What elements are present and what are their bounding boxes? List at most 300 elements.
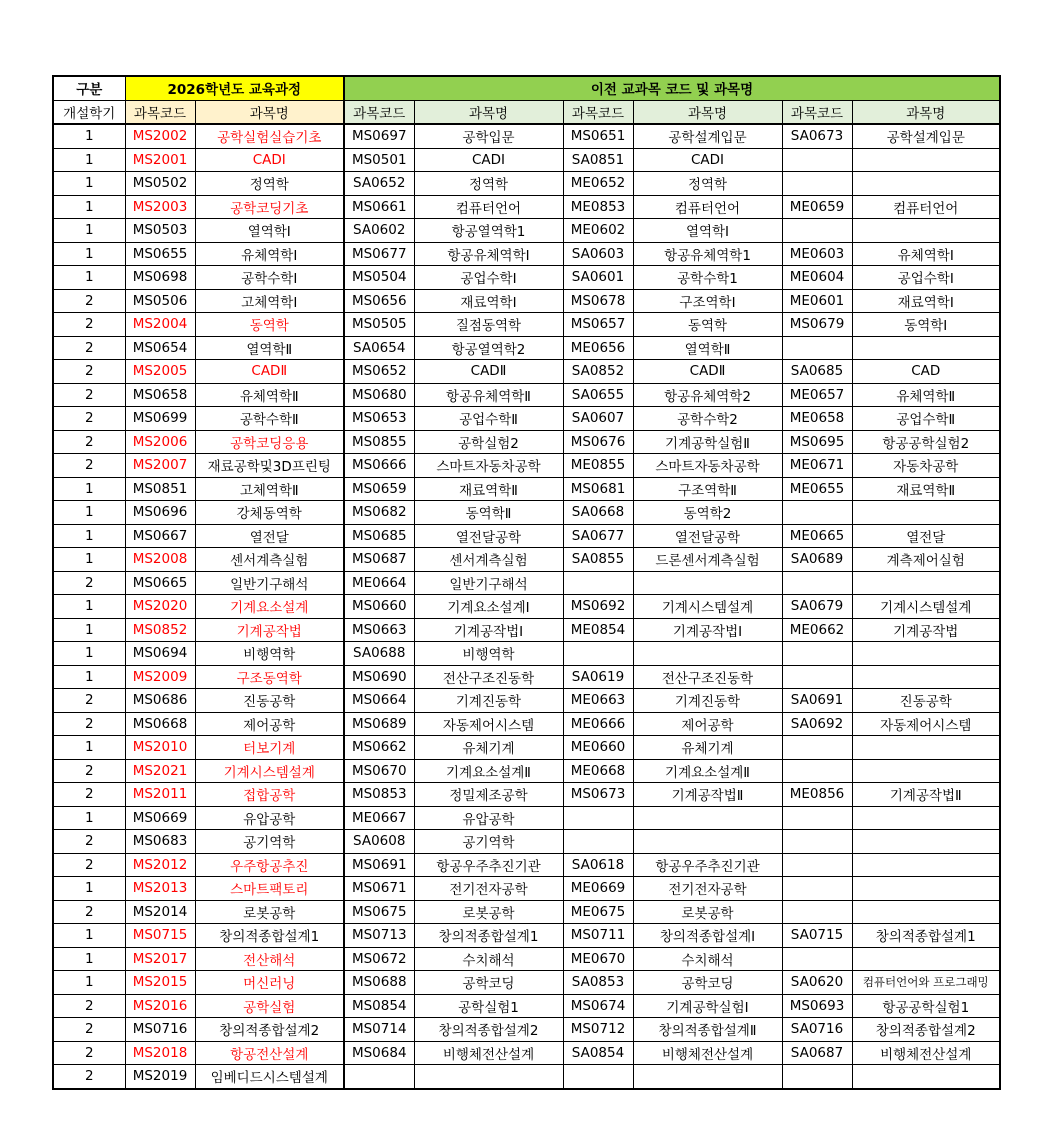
course-name-cell: 고체역학Ⅱ <box>195 477 344 501</box>
prev-code-cell: SA0852 <box>563 360 633 384</box>
prev-code-cell: ME0658 <box>782 407 852 431</box>
course-name-cell: 접합공학 <box>195 783 344 807</box>
prev-code-cell: MS0685 <box>344 524 414 548</box>
course-name-cell: 강체동역학 <box>195 501 344 525</box>
semester-cell: 1 <box>53 548 125 572</box>
prev-name-cell: 컴퓨터언어 <box>414 195 563 219</box>
prev-name-cell: 구조역학Ⅰ <box>633 289 782 313</box>
prev-name-cell <box>633 806 782 830</box>
prev-code-cell: SA0692 <box>782 712 852 736</box>
table-row <box>53 124 1000 148</box>
course-name-cell: 우주항공추진 <box>195 853 344 877</box>
prev-code-cell: SA0716 <box>782 1018 852 1042</box>
prev-name-cell: 기계공작법Ⅱ <box>633 783 782 807</box>
course-name-cell: 스마트팩토리 <box>195 877 344 901</box>
prev-code-cell: MS0670 <box>344 759 414 783</box>
prev-code-cell: MS0664 <box>344 689 414 713</box>
course-code-cell: MS2008 <box>125 548 195 572</box>
prev-name-cell: 공업수학Ⅰ <box>852 266 1000 290</box>
prev-code-cell <box>344 1065 414 1089</box>
prev-code-cell: ME0603 <box>782 242 852 266</box>
prev-code-cell: SA0851 <box>563 148 633 172</box>
prev-code-cell: MS0687 <box>344 548 414 572</box>
course-code-cell: MS2017 <box>125 947 195 971</box>
prev-name-cell <box>633 642 782 666</box>
course-name-cell: 제어공학 <box>195 712 344 736</box>
semester-cell: 2 <box>53 454 125 478</box>
prev-code-cell <box>563 642 633 666</box>
prev-code-cell <box>563 830 633 854</box>
prev-name-cell: CADⅠ <box>414 148 563 172</box>
prev-code-cell: MS0662 <box>344 736 414 760</box>
table-row <box>53 524 1000 548</box>
table-row <box>53 595 1000 619</box>
prev-code-cell: SA0677 <box>563 524 633 548</box>
prev-name-cell: 창의적종합설계1 <box>414 924 563 948</box>
prev-name-cell: 열역학Ⅱ <box>633 336 782 360</box>
prev-code-cell: MS0712 <box>563 1018 633 1042</box>
prev-name-cell <box>852 571 1000 595</box>
prev-name-cell <box>852 501 1000 525</box>
table-row <box>53 924 1000 948</box>
prev-name-cell: 기계진동학 <box>414 689 563 713</box>
prev-name-cell: 진동공학 <box>852 689 1000 713</box>
prev-name-cell: 창의적종합설계1 <box>852 924 1000 948</box>
prev-name-cell: 컴퓨터언어 <box>852 195 1000 219</box>
prev-name-cell: 기계진동학 <box>633 689 782 713</box>
course-name-cell: 열역학Ⅰ <box>195 219 344 243</box>
prev-code-cell: ME0660 <box>563 736 633 760</box>
prev-name-cell: 로봇공학 <box>414 900 563 924</box>
semester-cell: 1 <box>53 665 125 689</box>
prev-code-cell: ME0662 <box>782 618 852 642</box>
semester-cell: 2 <box>53 759 125 783</box>
prev-name-cell: 항공공학실험2 <box>852 430 1000 454</box>
prev-name-cell: 유체역학Ⅱ <box>852 383 1000 407</box>
course-code-cell: MS0694 <box>125 642 195 666</box>
prev-name-cell: 동역학 <box>633 313 782 337</box>
prev-name-cell <box>852 172 1000 196</box>
prev-code-cell: ME0655 <box>782 477 852 501</box>
table-row <box>53 336 1000 360</box>
prev-name-cell: 열전달공학 <box>633 524 782 548</box>
table-row <box>53 618 1000 642</box>
prev-name-cell <box>633 571 782 595</box>
course-code-cell: MS2014 <box>125 900 195 924</box>
prev-name-cell: 기계요소설계Ⅱ <box>633 759 782 783</box>
table-row <box>53 736 1000 760</box>
prev-code-cell: SA0620 <box>782 971 852 995</box>
table-row <box>53 689 1000 713</box>
semester-cell: 2 <box>53 900 125 924</box>
table-row <box>53 759 1000 783</box>
prev-code-cell <box>782 665 852 689</box>
prev-code-cell: MS0853 <box>344 783 414 807</box>
prev-name-cell: 기계공작법Ⅱ <box>852 783 1000 807</box>
prev-code-cell: SA0668 <box>563 501 633 525</box>
prev-code-cell: ME0666 <box>563 712 633 736</box>
table-row <box>53 665 1000 689</box>
course-name-cell: 공학수학Ⅱ <box>195 407 344 431</box>
prev-code-cell: MS0855 <box>344 430 414 454</box>
header-curriculum-2026: 2026학년도 교육과정 <box>125 76 344 100</box>
prev-code-cell: ME0602 <box>563 219 633 243</box>
prev-code-cell: SA0655 <box>563 383 633 407</box>
course-name-cell: 구조동역학 <box>195 665 344 689</box>
course-code-cell: MS2005 <box>125 360 195 384</box>
course-name-cell: 유체역학Ⅰ <box>195 242 344 266</box>
prev-code-cell: MS0673 <box>563 783 633 807</box>
semester-cell: 2 <box>53 289 125 313</box>
prev-code-cell: SA0603 <box>563 242 633 266</box>
semester-cell: 1 <box>53 172 125 196</box>
prev-name-cell: 항공열역학2 <box>414 336 563 360</box>
course-code-cell: MS0686 <box>125 689 195 713</box>
prev-name-cell: 항공유체역학2 <box>633 383 782 407</box>
course-code-cell: MS2019 <box>125 1065 195 1089</box>
semester-cell: 1 <box>53 642 125 666</box>
table-row <box>53 383 1000 407</box>
prev-code-cell: ME0657 <box>782 383 852 407</box>
prev-name-cell: 계측제어실험 <box>852 548 1000 572</box>
prev-code-cell <box>563 806 633 830</box>
course-name-cell: 공학코딩응용 <box>195 430 344 454</box>
table-row <box>53 830 1000 854</box>
prev-name-cell: CADⅡ <box>633 360 782 384</box>
prev-code-cell: ME0855 <box>563 454 633 478</box>
prev-code-cell: SA0688 <box>344 642 414 666</box>
prev-code-cell: SA0652 <box>344 172 414 196</box>
prev-code-cell: MS0692 <box>563 595 633 619</box>
prev-code-cell: ME0663 <box>563 689 633 713</box>
table-row <box>53 1065 1000 1089</box>
header-prev-code-1: 과목코드 <box>344 100 414 124</box>
prev-code-cell: SA0654 <box>344 336 414 360</box>
semester-cell: 2 <box>53 994 125 1018</box>
semester-cell: 1 <box>53 736 125 760</box>
prev-name-cell: 공학설계입문 <box>633 124 782 148</box>
prev-name-cell: 공학코딩 <box>633 971 782 995</box>
table-row <box>53 148 1000 172</box>
prev-code-cell: ME0604 <box>782 266 852 290</box>
prev-name-cell: 기계공작법Ⅰ <box>414 618 563 642</box>
header-semester: 개설학기 <box>53 100 125 124</box>
prev-code-cell <box>782 501 852 525</box>
course-code-cell: MS2015 <box>125 971 195 995</box>
prev-name-cell: 동역학Ⅰ <box>852 313 1000 337</box>
prev-code-cell: SA0854 <box>563 1041 633 1065</box>
semester-cell: 1 <box>53 266 125 290</box>
prev-name-cell: 기계시스템설계 <box>852 595 1000 619</box>
course-name-cell: 공학수학Ⅰ <box>195 266 344 290</box>
prev-name-cell <box>414 1065 563 1089</box>
semester-cell: 2 <box>53 407 125 431</box>
semester-cell: 2 <box>53 689 125 713</box>
course-code-cell: MS0503 <box>125 219 195 243</box>
prev-name-cell <box>852 336 1000 360</box>
course-code-cell: MS2012 <box>125 853 195 877</box>
prev-name-cell: 비행체전산설계 <box>633 1041 782 1065</box>
prev-name-cell: 정밀제조공학 <box>414 783 563 807</box>
prev-name-cell: 유체역학Ⅰ <box>852 242 1000 266</box>
prev-name-cell <box>852 900 1000 924</box>
prev-code-cell: ME0656 <box>563 336 633 360</box>
header-code: 과목코드 <box>125 100 195 124</box>
course-code-cell: MS2009 <box>125 665 195 689</box>
prev-name-cell: 유체기계 <box>633 736 782 760</box>
prev-code-cell: SA0679 <box>782 595 852 619</box>
semester-cell: 1 <box>53 219 125 243</box>
course-name-cell: 공학실험 <box>195 994 344 1018</box>
prev-name-cell: 공학실험1 <box>414 994 563 1018</box>
prev-code-cell: MS0691 <box>344 853 414 877</box>
semester-cell: 2 <box>53 313 125 337</box>
table-row <box>53 172 1000 196</box>
course-code-cell: MS0716 <box>125 1018 195 1042</box>
prev-code-cell: SA0602 <box>344 219 414 243</box>
table-row <box>53 853 1000 877</box>
course-name-cell: 공학실험실습기초 <box>195 124 344 148</box>
course-code-cell: MS0658 <box>125 383 195 407</box>
prev-name-cell: 구조역학Ⅱ <box>633 477 782 501</box>
course-code-cell: MS2002 <box>125 124 195 148</box>
prev-code-cell <box>782 759 852 783</box>
prev-name-cell: 항공우주추진기관 <box>414 853 563 877</box>
course-code-cell: MS0698 <box>125 266 195 290</box>
prev-name-cell: 전산구조진동학 <box>414 665 563 689</box>
course-name-cell: 기계요소설계 <box>195 595 344 619</box>
prev-code-cell: SA0618 <box>563 853 633 877</box>
prev-name-cell: 기계공학실험Ⅱ <box>633 430 782 454</box>
semester-cell: 2 <box>53 336 125 360</box>
header-prev-name-2: 과목명 <box>633 100 782 124</box>
table-row <box>53 571 1000 595</box>
prev-code-cell: MS0713 <box>344 924 414 948</box>
prev-name-cell: 로봇공학 <box>633 900 782 924</box>
semester-cell: 1 <box>53 595 125 619</box>
semester-cell: 1 <box>53 477 125 501</box>
prev-code-cell: ME0671 <box>782 454 852 478</box>
prev-code-cell: ME0668 <box>563 759 633 783</box>
prev-name-cell: 컴퓨터언어와 프로그래밍 <box>852 971 1000 995</box>
course-code-cell: MS0851 <box>125 477 195 501</box>
prev-code-cell <box>782 806 852 830</box>
course-code-cell: MS0669 <box>125 806 195 830</box>
prev-code-cell: MS0666 <box>344 454 414 478</box>
course-code-cell: MS0506 <box>125 289 195 313</box>
prev-code-cell: MS0657 <box>563 313 633 337</box>
prev-name-cell: 열역학Ⅰ <box>633 219 782 243</box>
prev-code-cell: MS0674 <box>563 994 633 1018</box>
course-name-cell: 로봇공학 <box>195 900 344 924</box>
prev-name-cell: CADⅠ <box>633 148 782 172</box>
semester-cell: 2 <box>53 430 125 454</box>
prev-name-cell: 동역학Ⅱ <box>414 501 563 525</box>
prev-code-cell: MS0678 <box>563 289 633 313</box>
semester-cell: 2 <box>53 1041 125 1065</box>
table-row <box>53 242 1000 266</box>
prev-code-cell: ME0664 <box>344 571 414 595</box>
semester-cell: 2 <box>53 1065 125 1089</box>
prev-code-cell: ME0670 <box>563 947 633 971</box>
header-prev-code-3: 과목코드 <box>782 100 852 124</box>
prev-name-cell: 센서계측실험 <box>414 548 563 572</box>
prev-name-cell: 유체기계 <box>414 736 563 760</box>
course-code-cell: MS2020 <box>125 595 195 619</box>
prev-code-cell <box>782 853 852 877</box>
prev-code-cell: SA0601 <box>563 266 633 290</box>
prev-name-cell: 재료역학Ⅱ <box>852 477 1000 501</box>
prev-code-cell <box>782 877 852 901</box>
prev-name-cell <box>852 642 1000 666</box>
prev-code-cell: SA0689 <box>782 548 852 572</box>
course-code-cell: MS0654 <box>125 336 195 360</box>
prev-code-cell <box>782 830 852 854</box>
course-name-cell: 고체역학Ⅰ <box>195 289 344 313</box>
prev-name-cell: 창의적종합설계Ⅰ <box>633 924 782 948</box>
prev-code-cell: MS0684 <box>344 1041 414 1065</box>
prev-name-cell: 유압공학 <box>414 806 563 830</box>
course-code-cell: MS0852 <box>125 618 195 642</box>
prev-name-cell: 항공유체역학Ⅱ <box>414 383 563 407</box>
semester-cell: 2 <box>53 783 125 807</box>
prev-code-cell: SA0608 <box>344 830 414 854</box>
prev-name-cell: 비행역학 <box>414 642 563 666</box>
prev-name-cell: CADⅡ <box>414 360 563 384</box>
prev-name-cell: 기계공작법 <box>852 618 1000 642</box>
prev-code-cell <box>782 336 852 360</box>
prev-code-cell: ME0659 <box>782 195 852 219</box>
semester-cell: 1 <box>53 195 125 219</box>
prev-code-cell: MS0660 <box>344 595 414 619</box>
header-row-top <box>53 76 1000 100</box>
course-code-cell: MS2003 <box>125 195 195 219</box>
table-row <box>53 313 1000 337</box>
semester-cell: 1 <box>53 877 125 901</box>
course-name-cell: 전산해석 <box>195 947 344 971</box>
prev-code-cell: MS0714 <box>344 1018 414 1042</box>
prev-code-cell: MS0675 <box>344 900 414 924</box>
prev-code-cell <box>782 148 852 172</box>
course-name-cell: 진동공학 <box>195 689 344 713</box>
table-row <box>53 877 1000 901</box>
prev-code-cell: MS0651 <box>563 124 633 148</box>
prev-code-cell: SA0715 <box>782 924 852 948</box>
semester-cell: 2 <box>53 830 125 854</box>
prev-name-cell: 항공유체역학Ⅰ <box>414 242 563 266</box>
prev-code-cell: MS0682 <box>344 501 414 525</box>
prev-name-cell: 비행체전산설계 <box>852 1041 1000 1065</box>
semester-cell: 2 <box>53 360 125 384</box>
prev-name-cell: 스마트자동차공학 <box>414 454 563 478</box>
course-name-cell: 항공전산설계 <box>195 1041 344 1065</box>
course-name-cell: 터보기계 <box>195 736 344 760</box>
prev-name-cell: 정역학 <box>633 172 782 196</box>
course-code-cell: MS2001 <box>125 148 195 172</box>
course-code-cell: MS2010 <box>125 736 195 760</box>
prev-name-cell: 제어공학 <box>633 712 782 736</box>
prev-name-cell: 공학실험2 <box>414 430 563 454</box>
course-code-cell: MS0696 <box>125 501 195 525</box>
prev-code-cell <box>782 172 852 196</box>
course-name-cell: 열역학Ⅱ <box>195 336 344 360</box>
prev-code-cell: MS0679 <box>782 313 852 337</box>
course-code-cell: MS0502 <box>125 172 195 196</box>
prev-name-cell: 기계요소설계Ⅰ <box>414 595 563 619</box>
prev-code-cell: MS0681 <box>563 477 633 501</box>
prev-name-cell: 일반기구해석 <box>414 571 563 595</box>
prev-name-cell: 재료역학Ⅰ <box>414 289 563 313</box>
semester-cell: 2 <box>53 571 125 595</box>
course-name-cell: 유체역학Ⅱ <box>195 383 344 407</box>
prev-name-cell <box>852 1065 1000 1089</box>
prev-code-cell: MS0659 <box>344 477 414 501</box>
course-name-cell: 창의적종합설계1 <box>195 924 344 948</box>
table-row <box>53 360 1000 384</box>
prev-code-cell: MS0690 <box>344 665 414 689</box>
course-code-cell: MS0668 <box>125 712 195 736</box>
prev-name-cell: 스마트자동차공학 <box>633 454 782 478</box>
table-row <box>53 548 1000 572</box>
prev-name-cell: 재료역학Ⅱ <box>414 477 563 501</box>
prev-name-cell <box>852 219 1000 243</box>
course-name-cell: 유압공학 <box>195 806 344 830</box>
prev-code-cell: MS0697 <box>344 124 414 148</box>
prev-name-cell: 자동제어시스템 <box>852 712 1000 736</box>
prev-code-cell: ME0853 <box>563 195 633 219</box>
prev-code-cell <box>782 736 852 760</box>
course-code-cell: MS2004 <box>125 313 195 337</box>
semester-cell: 1 <box>53 501 125 525</box>
prev-code-cell: SA0687 <box>782 1041 852 1065</box>
prev-code-cell: MS0656 <box>344 289 414 313</box>
course-name-cell: 센서계측실험 <box>195 548 344 572</box>
prev-code-cell <box>782 1065 852 1089</box>
table-row <box>53 289 1000 313</box>
semester-cell: 2 <box>53 712 125 736</box>
prev-name-cell: 창의적종합설계2 <box>414 1018 563 1042</box>
prev-code-cell: SA0853 <box>563 971 633 995</box>
prev-code-cell: MS0689 <box>344 712 414 736</box>
course-code-cell: MS0655 <box>125 242 195 266</box>
prev-code-cell <box>563 1065 633 1089</box>
course-code-cell: MS2007 <box>125 454 195 478</box>
semester-cell: 1 <box>53 947 125 971</box>
table-row <box>53 219 1000 243</box>
course-name-cell: 공기역학 <box>195 830 344 854</box>
prev-name-cell: 자동제어시스템 <box>414 712 563 736</box>
course-code-cell: MS0699 <box>125 407 195 431</box>
course-name-cell: 일반기구해석 <box>195 571 344 595</box>
prev-code-cell: MS0711 <box>563 924 633 948</box>
course-name-cell: 동역학 <box>195 313 344 337</box>
prev-code-cell <box>782 219 852 243</box>
prev-code-cell: MS0695 <box>782 430 852 454</box>
prev-name-cell: 공업수학Ⅱ <box>414 407 563 431</box>
prev-code-cell: MS0671 <box>344 877 414 901</box>
prev-code-cell: MS0854 <box>344 994 414 1018</box>
course-name-cell: 재료공학및3D프린팅 <box>195 454 344 478</box>
header-previous-courses: 이전 교과목 코드 및 과목명 <box>344 76 1000 100</box>
header-name: 과목명 <box>195 100 344 124</box>
course-name-cell: 열전달 <box>195 524 344 548</box>
header-prev-code-2: 과목코드 <box>563 100 633 124</box>
prev-name-cell: 드론센서계측실험 <box>633 548 782 572</box>
prev-name-cell: 전산구조진동학 <box>633 665 782 689</box>
table-row <box>53 454 1000 478</box>
course-name-cell: CADⅡ <box>195 360 344 384</box>
prev-name-cell: 공업수학Ⅰ <box>414 266 563 290</box>
